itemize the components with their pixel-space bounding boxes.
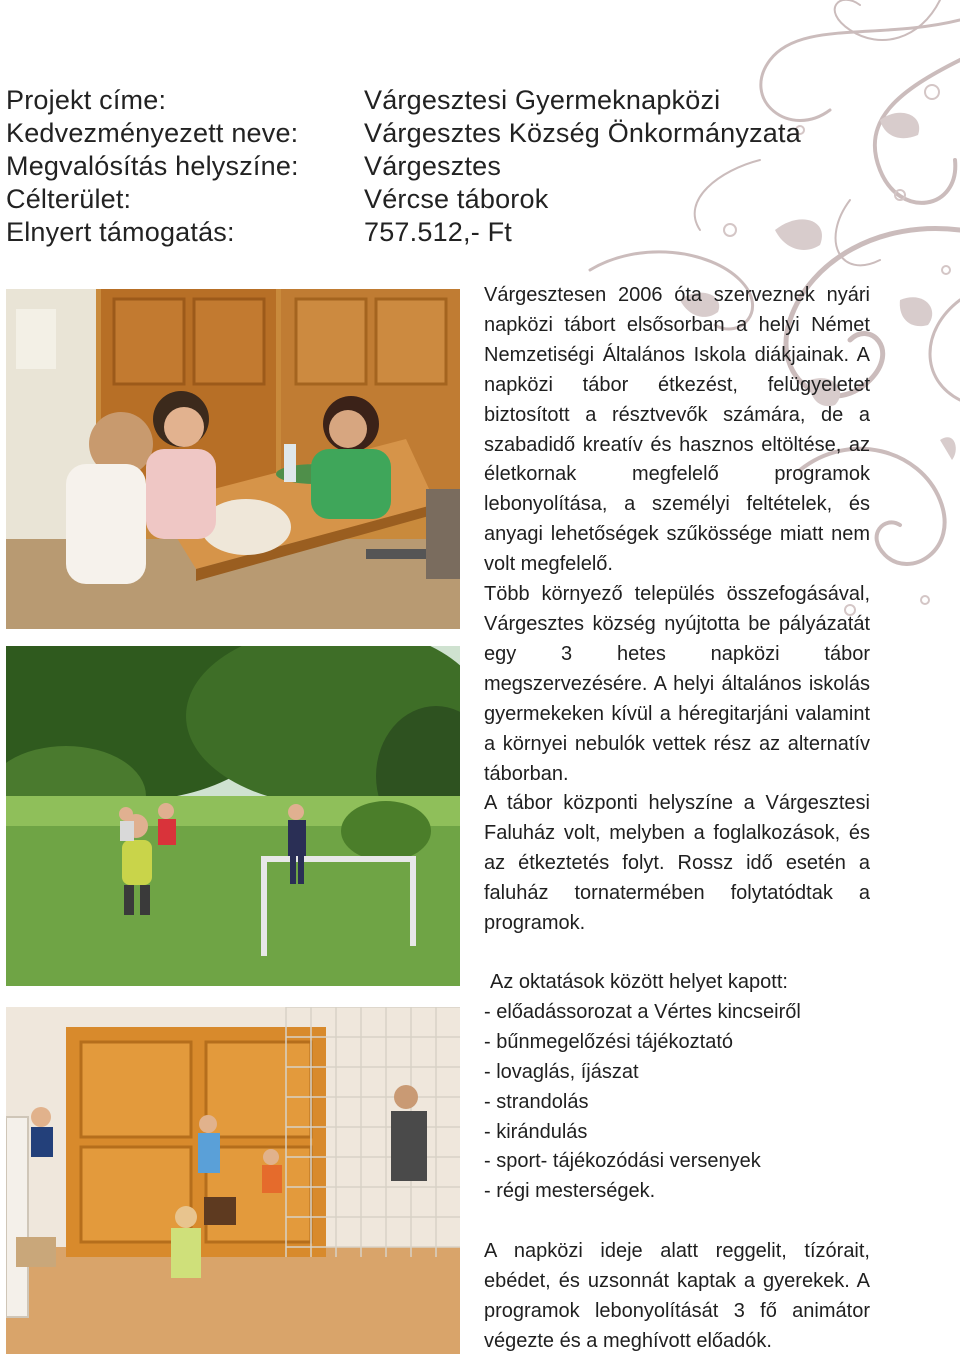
- info-row-beneficiary: [6, 117, 801, 150]
- list-item: - régi mesterségek.: [484, 1180, 656, 1203]
- info-row-title: [6, 84, 801, 117]
- paragraph-cooperation: Több környező település összefogásával, Várgesztes község nyújtotta be pályázatát egy 3 hetes napközi tábor megszervezésére. A helyi általános iskolás gyermekeken kívül a héregitarjáni valamint a környei nebulók vettek rész az alternatív táborban.: [484, 583, 870, 785]
- list-item: - sport- tájékozódási versenyek: [484, 1150, 761, 1173]
- paragraph-closing: A napközi ideje alatt reggelit, tízórait, ebédet, és uzsonnát kaptak a gyerekek. A programok lebonyolítását 3 fő animátor végezte és a meghívott előadók.: [484, 1240, 870, 1352]
- photo-gymnasium: [6, 1007, 460, 1354]
- body-text: [484, 281, 870, 939]
- list-item: - strandolás: [484, 1090, 589, 1113]
- info-row-target: [6, 183, 801, 216]
- program-list: [484, 968, 870, 1207]
- info-value: Vércse táborok: [364, 184, 549, 214]
- photo-children-on-lawn: [6, 646, 460, 986]
- info-value: Várgesztes: [364, 151, 502, 181]
- photo-children-at-table: [6, 289, 460, 629]
- project-info: [6, 84, 801, 249]
- list-item: - kirándulás: [484, 1120, 588, 1143]
- info-label: Elnyert támogatás:: [6, 217, 235, 247]
- list-item: - előadássorozat a Vértes kincseiről: [484, 1000, 801, 1023]
- info-label: Projekt címe:: [6, 85, 167, 115]
- info-value: Várgesztes Község Önkormányzata: [364, 118, 801, 148]
- info-label: Célterület:: [6, 184, 132, 214]
- paragraph-venue: A tábor központi helyszíne a Várgesztesi Faluház volt, melyben a foglalkozások, és az étkeztetés folyt. Rossz idő esetén a faluház tornatermében folytatódtak a programok.: [484, 792, 870, 935]
- info-value: Várgesztesi Gyermeknapközi: [364, 85, 721, 115]
- paragraph-history: Várgesztesen 2006 óta szerveznek nyári napközi tábort elsősorban a helyi Német Nemzetiségi Általános Iskola diákjainak. A napközi tábor étkezést, felügyeletet biztosított a résztvevők számára, de a szabadidő kreatív és hasznos eltöltése, az életkornak megfelelő programok lebonyolítása, a személyi feltételek, és anyagi lehetőségek szűkössége miatt nem volt megfelelő.: [484, 284, 870, 576]
- list-item: - bűnmegelőzési tájékoztató: [484, 1030, 734, 1053]
- closing-text: [484, 1237, 870, 1357]
- list-item: - lovaglás, íjászat: [484, 1060, 639, 1083]
- info-label: Megvalósítás helyszíne:: [6, 151, 299, 181]
- list-intro: Az oktatások között helyet kapott:: [490, 971, 788, 993]
- info-label: Kedvezményezett neve:: [6, 118, 299, 148]
- info-row-grant: [6, 216, 801, 249]
- info-row-location: [6, 150, 801, 183]
- info-value: 757.512,- Ft: [364, 217, 512, 247]
